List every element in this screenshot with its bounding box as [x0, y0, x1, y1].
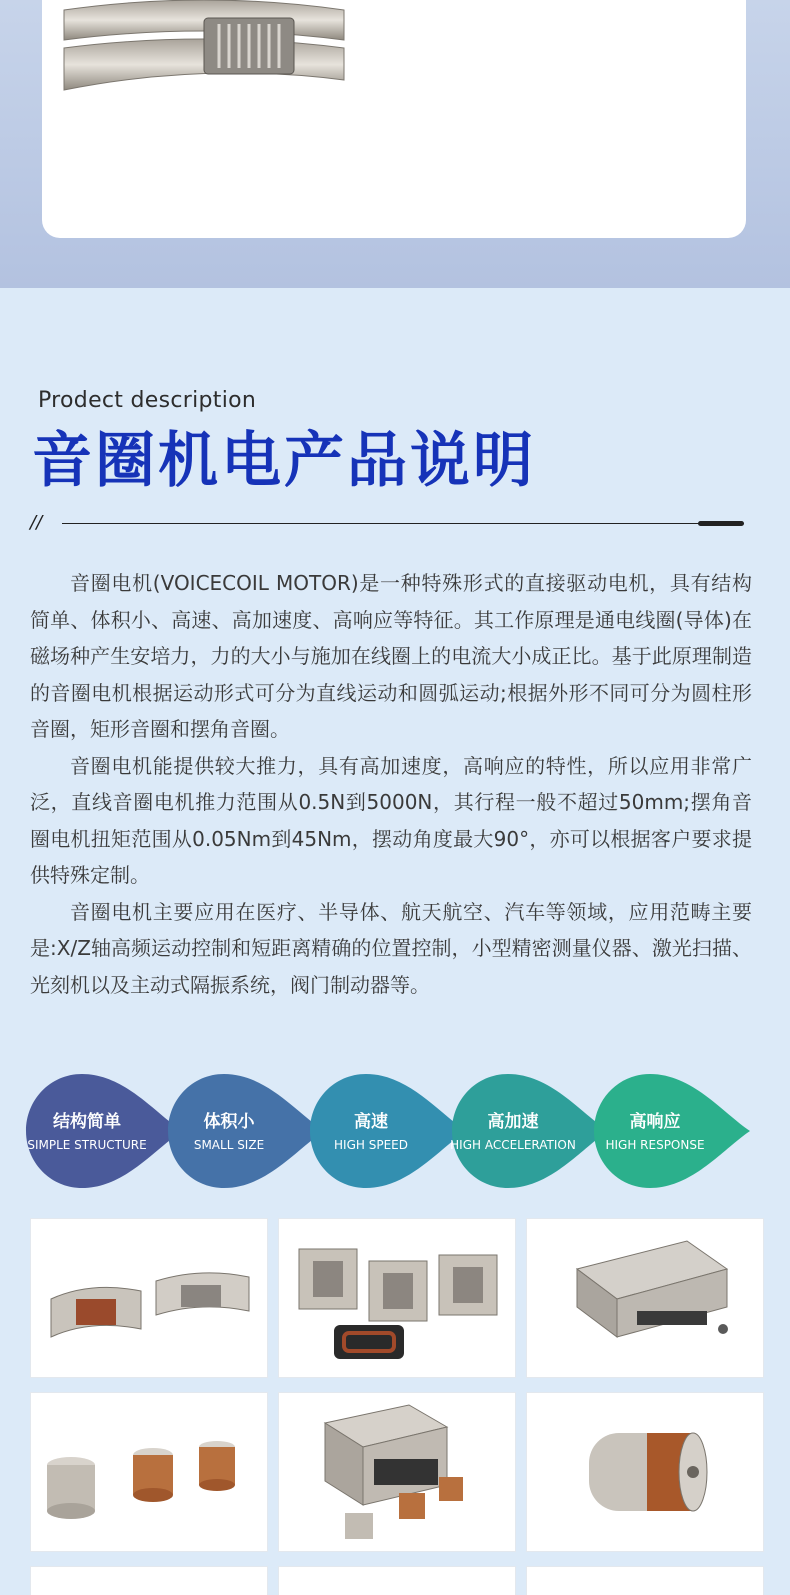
linear-stage-module-image	[527, 1219, 765, 1379]
feature-high-speed	[308, 1072, 468, 1190]
arc-motor-image	[54, 0, 354, 92]
product-description	[30, 565, 752, 1003]
rectangular-voice-coil-motors-image	[279, 1219, 517, 1379]
product-image-single-cylinder[interactable]	[526, 1392, 764, 1552]
product-image-box-motor[interactable]	[278, 1392, 516, 1552]
feature-label: 高响应	[629, 1112, 681, 1132]
description-paragraph: 音圈电机(VOICECOIL MOTOR)是一种特殊形式的直接驱动电机，具有结构简单、体积小、高速、高加速度、高响应等特征。其工作原理是通电线圈(导体)在磁场种产生安培力，力的大小与施加在线圈上的电流大小成正比。基于此原理制造的音圈电机根据运动形式可分为直线运动和圆弧运动;根据外形不同可分为圆柱形音圈，矩形音圈和摆角音圈。	[30, 571, 752, 741]
feature-label: 高加速	[487, 1112, 539, 1132]
product-image[interactable]	[526, 1566, 764, 1595]
feature-label: 结构简单	[53, 1112, 121, 1132]
feature-high-acceleration	[450, 1072, 610, 1190]
divider-line	[62, 523, 744, 524]
feature-label: 高速	[354, 1112, 388, 1132]
feature-label-en: SIMPLE STRUCTURE	[27, 1138, 147, 1152]
feature-label-en: HIGH ACCELERATION	[450, 1138, 576, 1152]
product-image-cylindrical-motors[interactable]	[30, 1392, 268, 1552]
feature-simple-structure	[24, 1072, 184, 1190]
divider-mark: //	[30, 512, 43, 533]
feature-high-response	[592, 1072, 752, 1190]
section-subtitle: Prodect description	[38, 388, 257, 413]
page-title: 音圈机电产品说明	[32, 426, 536, 496]
product-image[interactable]	[30, 1566, 268, 1595]
single-cylindrical-motor-image	[527, 1393, 765, 1553]
product-image-arc-motor[interactable]	[30, 1218, 268, 1378]
arc-voice-coil-motor-image	[31, 1219, 269, 1379]
hero-section	[0, 0, 790, 288]
feature-label: 体积小	[203, 1112, 255, 1132]
feature-label-en: HIGH SPEED	[334, 1138, 408, 1152]
description-paragraph: 音圈电机主要应用在医疗、半导体、航天航空、汽车等领域，应用范畴主要是:X/Z轴高频运动控制和短距离精确的位置控制，小型精密测量仪器、激光扫描、光刻机以及主动式隔振系统，阀门制动器等。	[30, 899, 752, 997]
feature-label-en: SMALL SIZE	[193, 1138, 265, 1152]
feature-small-size	[166, 1072, 326, 1190]
hero-image-card	[42, 0, 746, 238]
feature-list	[24, 1072, 764, 1190]
product-image-linear-stage[interactable]	[526, 1218, 764, 1378]
cylindrical-voice-coil-motors-image	[31, 1393, 269, 1553]
box-motor-with-cylinders-image	[279, 1393, 517, 1553]
divider-accent	[698, 521, 744, 526]
product-image[interactable]	[278, 1566, 516, 1595]
description-paragraph: 音圈电机能提供较大推力，具有高加速度，高响应的特性，所以应用非常广泛，直线音圈电机推力范围从0.5N到5000N，其行程一般不超过50mm;摆角音圈电机扭矩范围从0.05Nm到45Nm，摆动角度最大90°，亦可以根据客户要求提供特殊定制。	[30, 753, 752, 887]
product-image-rectangular-motors[interactable]	[278, 1218, 516, 1378]
feature-label-en: HIGH RESPONSE	[605, 1138, 705, 1152]
